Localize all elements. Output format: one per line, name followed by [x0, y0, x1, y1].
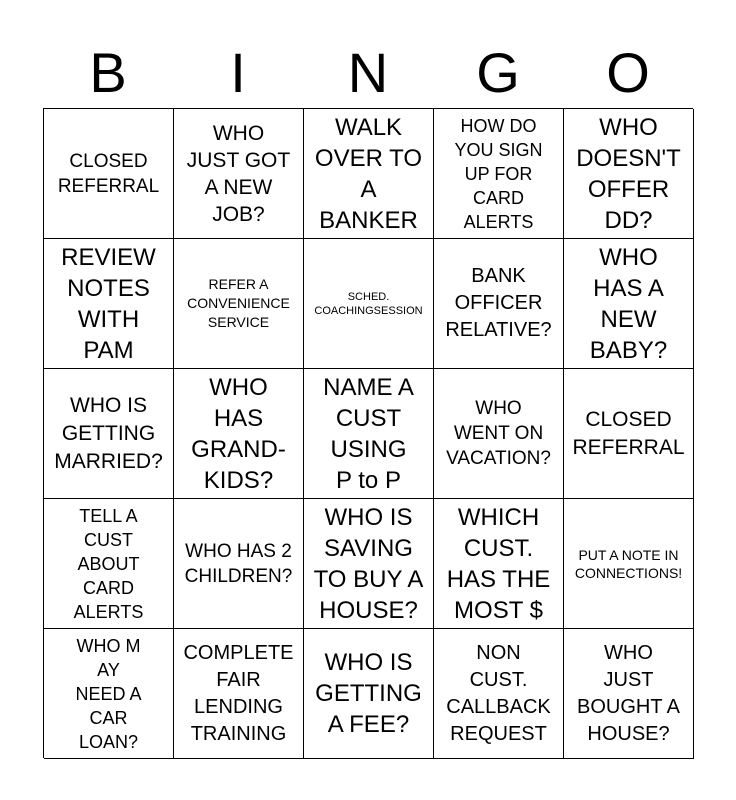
- cell-text: WHO WENT ON VACATION?: [446, 398, 551, 469]
- bingo-cell[interactable]: [304, 369, 434, 499]
- cell-text: SCHED. COACHINGSESSION: [314, 290, 423, 317]
- bingo-cell[interactable]: [564, 109, 694, 239]
- bingo-cell[interactable]: [174, 109, 304, 239]
- bingo-cell[interactable]: [44, 629, 174, 759]
- bingo-cell[interactable]: [44, 109, 174, 239]
- cell-text: WHO JUST BOUGHT A HOUSE?: [577, 641, 680, 745]
- bingo-cell[interactable]: [434, 369, 564, 499]
- bingo-cell[interactable]: [564, 629, 694, 759]
- cell-text: WHICH CUST. HAS THE MOST $: [446, 503, 551, 624]
- bingo-cell[interactable]: [44, 499, 174, 629]
- cell-text: WHO DOESN'T OFFER DD?: [576, 113, 681, 234]
- bingo-cell[interactable]: [174, 499, 304, 629]
- bingo-cell[interactable]: [564, 369, 694, 499]
- cell-text: WHO M AY NEED A CAR LOAN?: [75, 635, 142, 752]
- bingo-cell[interactable]: [564, 239, 694, 369]
- bingo-cell[interactable]: [174, 629, 304, 759]
- cell-text: TELL A CUST ABOUT CARD ALERTS: [73, 505, 144, 622]
- bingo-cell[interactable]: [434, 629, 564, 759]
- bingo-cell[interactable]: [434, 109, 564, 239]
- bingo-header: [43, 42, 693, 104]
- bingo-cell[interactable]: [434, 499, 564, 629]
- cell-text: WHO HAS A NEW BABY?: [589, 243, 668, 364]
- header-letter-n: N: [347, 41, 389, 104]
- cell-text: PUT A NOTE IN CONNECTIONS!: [574, 546, 683, 581]
- cell-text: WALK OVER TO A BANKER: [314, 113, 423, 234]
- cell-text: CLOSED REFERRAL: [57, 150, 160, 197]
- header-letter-b: B: [89, 41, 127, 104]
- bingo-card-grid: [43, 108, 693, 758]
- header-letter-o: O: [606, 41, 650, 104]
- cell-text: WHO HAS 2 CHILDREN?: [184, 540, 293, 587]
- bingo-cell[interactable]: [434, 239, 564, 369]
- cell-text: NON CUST. CALLBACK REQUEST: [446, 641, 551, 745]
- cell-text: WHO JUST GOT A NEW JOB?: [186, 121, 291, 226]
- cell-text: COMPLETE FAIR LENDING TRAINING: [183, 641, 294, 745]
- bingo-cell[interactable]: [564, 499, 694, 629]
- header-letter-i: I: [230, 41, 246, 104]
- cell-text: HOW DO YOU SIGN UP FOR CARD ALERTS: [454, 115, 543, 232]
- bingo-cell[interactable]: [304, 629, 434, 759]
- bingo-cell[interactable]: [174, 239, 304, 369]
- bingo-cell[interactable]: [44, 369, 174, 499]
- cell-text: BANK OFFICER RELATIVE?: [445, 265, 552, 341]
- header-letter-g: G: [476, 41, 520, 104]
- free-space-cell[interactable]: [304, 239, 434, 369]
- cell-text: WHO IS GETTING MARRIED?: [54, 393, 163, 473]
- cell-text: NAME A CUST USING P to P: [323, 373, 414, 494]
- bingo-cell[interactable]: [174, 369, 304, 499]
- cell-text: WHO IS SAVING TO BUY A HOUSE?: [313, 503, 424, 624]
- bingo-cell[interactable]: [44, 239, 174, 369]
- cell-text: WHO IS GETTING A FEE?: [315, 649, 422, 738]
- cell-text: REVIEW NOTES WITH PAM: [61, 243, 156, 364]
- cell-text: WHO HAS GRAND- KIDS?: [191, 373, 286, 494]
- bingo-cell[interactable]: [304, 109, 434, 239]
- cell-text: CLOSED REFERRAL: [572, 407, 685, 459]
- bingo-cell[interactable]: [304, 499, 434, 629]
- cell-text: REFER A CONVENIENCE SERVICE: [187, 276, 290, 330]
